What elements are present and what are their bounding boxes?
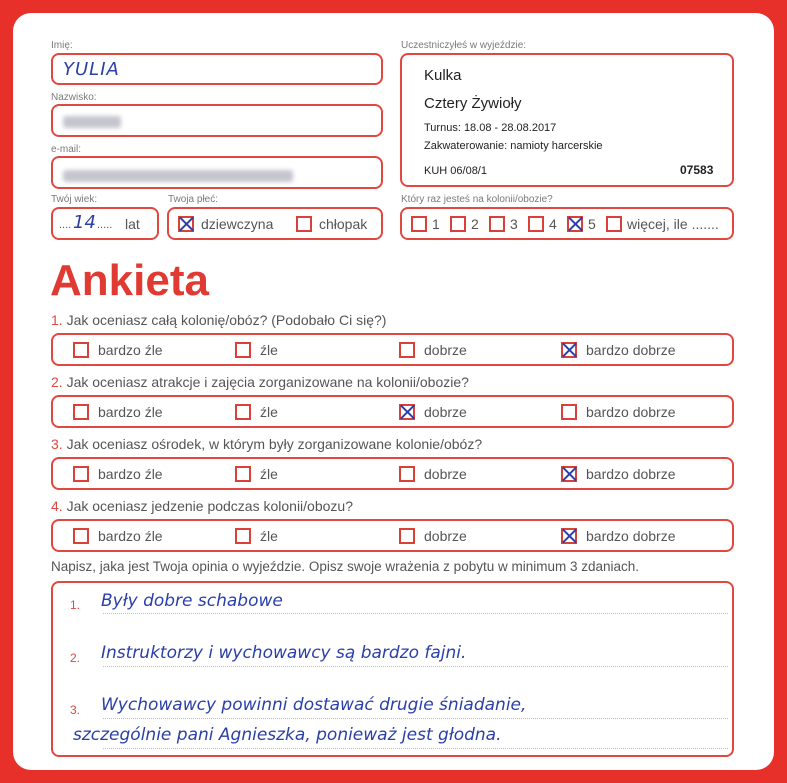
opinion-line-2-number: 2.	[70, 651, 81, 665]
q2-option-very-bad-checkbox[interactable]	[73, 404, 89, 420]
q3-option-very-good-label: bardzo dobrze	[586, 466, 676, 482]
q1-option-very-good-label: bardzo dobrze	[586, 342, 676, 358]
times-4-label: 4	[549, 216, 557, 232]
opinion-answer-3: Wychowawcy powinni dostawać drugie śniadanie,	[101, 695, 527, 715]
opinion-line-3-number: 3.	[70, 703, 81, 717]
q4-option-good-label: dobrze	[424, 528, 467, 544]
q2-option-bad-checkbox[interactable]	[235, 404, 251, 420]
q1-option-very-good-checkbox[interactable]	[561, 342, 577, 358]
trip-turnus: Turnus: 18.08 - 28.08.2017	[424, 122, 557, 134]
age-label: Twój wiek:	[51, 194, 98, 205]
q3-option-good-checkbox[interactable]	[399, 466, 415, 482]
times-5-checkbox[interactable]	[567, 216, 583, 232]
q2-option-very-bad-label: bardzo źle	[98, 404, 163, 420]
times-more-label: więcej, ile .......	[627, 216, 719, 232]
q1-option-bad-checkbox[interactable]	[235, 342, 251, 358]
times-3-checkbox[interactable]	[489, 216, 505, 232]
question-1-answers	[51, 333, 734, 366]
opinion-answer-2: Instruktorzy i wychowawcy są bardzo fajni.	[101, 643, 467, 663]
q4-option-very-bad-label: bardzo źle	[98, 528, 163, 544]
q2-option-very-good-label: bardzo dobrze	[586, 404, 676, 420]
opinion-line-1-number: 1.	[70, 598, 81, 612]
question-2-number: 2.	[51, 374, 63, 390]
age-value: 14	[73, 212, 96, 233]
question-1-label: Jak oceniasz całą kolonię/obóz? (Podobało Ci się?)	[66, 312, 387, 328]
q1-option-very-bad-checkbox[interactable]	[73, 342, 89, 358]
question-4-number: 4.	[51, 498, 63, 514]
q4-option-good-checkbox[interactable]	[399, 528, 415, 544]
question-3-answers	[51, 457, 734, 490]
age-field[interactable]	[51, 207, 159, 240]
redacted-surname	[63, 116, 121, 128]
q4-option-bad-label: źle	[260, 528, 278, 544]
age-dots-before: ....	[59, 219, 72, 231]
q1-option-bad-label: źle	[260, 342, 278, 358]
question-2-label: Jak oceniasz atrakcje i zajęcia zorganizowane na kolonii/obozie?	[66, 374, 469, 390]
question-3-number: 3.	[51, 436, 63, 452]
opinion-line-4	[103, 748, 728, 749]
times-1-checkbox[interactable]	[411, 216, 427, 232]
q1-option-good-label: dobrze	[424, 342, 467, 358]
question-1-number: 1.	[51, 312, 63, 328]
q3-option-bad-label: źle	[260, 466, 278, 482]
gender-field	[167, 207, 383, 240]
gender-boy-checkbox[interactable]	[296, 216, 312, 232]
q4-option-very-good-label: bardzo dobrze	[586, 528, 676, 544]
times-2-checkbox[interactable]	[450, 216, 466, 232]
question-4-text	[51, 498, 353, 514]
q2-option-good-label: dobrze	[424, 404, 467, 420]
times-field	[400, 207, 734, 240]
q2-option-good-checkbox[interactable]	[399, 404, 415, 420]
q4-option-very-bad-checkbox[interactable]	[73, 528, 89, 544]
times-5-label: 5	[588, 216, 596, 232]
opinion-line-2	[103, 666, 728, 667]
question-4-answers	[51, 519, 734, 552]
trip-code: KUH 06/08/1	[424, 165, 487, 177]
times-2-label: 2	[471, 216, 479, 232]
trip-label: Uczestniczyłeś w wyjeździe:	[401, 40, 527, 51]
opinion-prompt: Napisz, jaka jest Twoja opinia o wyjeździe. Opisz swoje wrażenia z pobytu w minimum 3 zdaniach.	[51, 559, 640, 574]
opinion-line-1	[103, 613, 728, 614]
q1-option-good-checkbox[interactable]	[399, 342, 415, 358]
times-4-checkbox[interactable]	[528, 216, 544, 232]
times-3-label: 3	[510, 216, 518, 232]
email-label: e-mail:	[51, 144, 82, 155]
gender-girl-checkbox[interactable]	[178, 216, 194, 232]
gender-label: Twoja płeć:	[168, 194, 219, 205]
age-dots-after: .....	[97, 219, 113, 231]
question-2-answers	[51, 395, 734, 428]
times-more-checkbox[interactable]	[606, 216, 622, 232]
gender-girl-label: dziewczyna	[201, 216, 274, 232]
opinion-answer-4: szczególnie pani Agnieszka, ponieważ jest głodna.	[73, 725, 502, 745]
opinion-line-3	[103, 718, 728, 719]
question-2-text	[51, 374, 469, 390]
surname-field[interactable]	[51, 104, 383, 137]
trip-name: Cztery Żywioły	[424, 95, 522, 112]
survey-title: Ankieta	[50, 256, 209, 305]
q3-option-bad-checkbox[interactable]	[235, 466, 251, 482]
question-4-label: Jak oceniasz jedzenie podczas kolonii/obozu?	[66, 498, 353, 514]
q2-option-very-good-checkbox[interactable]	[561, 404, 577, 420]
age-unit: lat	[125, 216, 140, 232]
opinion-answer-1: Były dobre schabowe	[101, 591, 283, 611]
q3-option-good-label: dobrze	[424, 466, 467, 482]
trip-accommodation: Zakwaterowanie: namioty harcerskie	[424, 140, 603, 152]
trip-number: 07583	[680, 163, 714, 177]
surname-label: Nazwisko:	[51, 92, 97, 103]
trip-box	[400, 53, 734, 187]
question-3-text	[51, 436, 482, 452]
times-1-label: 1	[432, 216, 440, 232]
name-value: YULIA	[63, 59, 120, 80]
question-3-label: Jak oceniasz ośrodek, w którym były zorganizowane kolonie/obóz?	[66, 436, 483, 452]
name-label: Imię:	[51, 40, 73, 51]
q4-option-bad-checkbox[interactable]	[235, 528, 251, 544]
q3-option-very-bad-label: bardzo źle	[98, 466, 163, 482]
redacted-email	[63, 170, 293, 182]
email-field[interactable]	[51, 156, 383, 189]
gender-boy-label: chłopak	[319, 216, 368, 232]
q2-option-bad-label: źle	[260, 404, 278, 420]
times-label: Który raz jesteś na kolonii/obozie?	[401, 194, 553, 205]
survey-card	[13, 13, 774, 770]
name-field[interactable]	[51, 53, 383, 85]
q3-option-very-good-checkbox[interactable]	[561, 466, 577, 482]
question-1-text	[51, 312, 386, 328]
q4-option-very-good-checkbox[interactable]	[561, 528, 577, 544]
trip-company: Kulka	[424, 67, 462, 84]
q1-option-very-bad-label: bardzo źle	[98, 342, 163, 358]
q3-option-very-bad-checkbox[interactable]	[73, 466, 89, 482]
